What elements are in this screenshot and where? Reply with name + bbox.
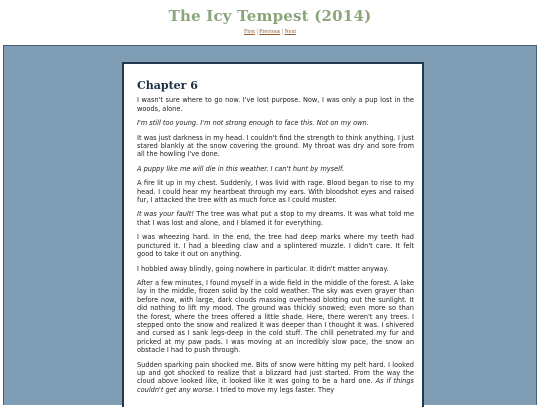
paragraph: It was just darkness in my head. I couldn't find the strength to think anything. I just stared blankly at the snow covering the ground. My throat was dry and sore from all the howling I've done. bbox=[137, 133, 414, 159]
paragraph bbox=[137, 210, 414, 227]
nav-separator: | bbox=[280, 29, 285, 35]
paragraph bbox=[137, 361, 414, 395]
chapter-nav bbox=[0, 29, 540, 35]
site-title: The Icy Tempest (2014) bbox=[168, 7, 372, 25]
paragraph-thought: A puppy like me will die in this weather. I can't hunt by myself. bbox=[137, 164, 345, 173]
paragraph: I was wheezing hard. In the end, the tree had deep marks where my teeth had punctured it. I had a bleeding claw and a splintered muzzle. I didn't care. It felt good to take it out on anything. bbox=[137, 233, 414, 259]
paragraph: After a few minutes, I found myself in a wide field in the middle of the forest. A lake lay in the middle, frozen solid by the cold weather. The sky was even grayer than before now, with large, dark clouds massing overhead blotting out the sunlight. It did nothing to lift my mood. The ground was thickly snowed; even more so than the forest, where the trees offered a little shade. Here, there weren't any trees. I stepped onto the snow and realized it was deeper than I thought it was. I shivered and cursed as I sank legs-deep in the cold stuff. The chill penetrated my fur and pricked at my paw pads. I was moving at an incredibly slow pace, the snow an obstacle I had to push through. bbox=[137, 278, 414, 355]
chapter-title: Chapter 6 bbox=[137, 79, 198, 92]
previous-link[interactable]: Previous bbox=[259, 29, 281, 35]
paragraph-thought: I'm still too young. I'm not strong enough to face this. Not on my own. bbox=[137, 119, 369, 128]
paragraph-text: I tried to move my legs faster. They bbox=[214, 385, 335, 394]
page-panel bbox=[122, 62, 424, 407]
site-header bbox=[0, 0, 540, 44]
chapter-content bbox=[124, 64, 422, 394]
paragraph: I hobbled away blindly, going nowhere in particular. It didn't matter anyway. bbox=[137, 264, 389, 273]
paragraph: A fire lit up in my chest. Suddenly, I was livid with rage. Blood began to rise to my head. I could hear my heartbeat through my ears. With bloodshot eyes and raised fur, I attacked the tree with as much force as I could muster. bbox=[137, 179, 414, 205]
first-link[interactable]: First bbox=[243, 29, 255, 35]
paragraph-text: The tree was what put a stop to my dreams. It was what told me that I was lost and alone, and I blamed it for everything. bbox=[137, 210, 414, 227]
paragraph: I wasn't sure where to go now. I've lost purpose. Now, I was only a pup lost in the woods, alone. bbox=[137, 96, 414, 113]
paragraph-emphasis: As if things couldn't get any worse. bbox=[137, 377, 414, 394]
paragraph-text: Sudden sparking pain shocked me. Bits of snow were hitting my pelt hard. I looked up and got shocked to realize that a blizzard had just started. From the way the cloud above looked like, it looked like it was going to be a hard one. bbox=[137, 360, 414, 386]
nav-separator: | bbox=[254, 29, 260, 35]
reading-frame[interactable] bbox=[3, 45, 537, 405]
next-link[interactable]: Next bbox=[284, 29, 297, 35]
paragraph-emphasis: It was your fault! bbox=[137, 210, 194, 219]
